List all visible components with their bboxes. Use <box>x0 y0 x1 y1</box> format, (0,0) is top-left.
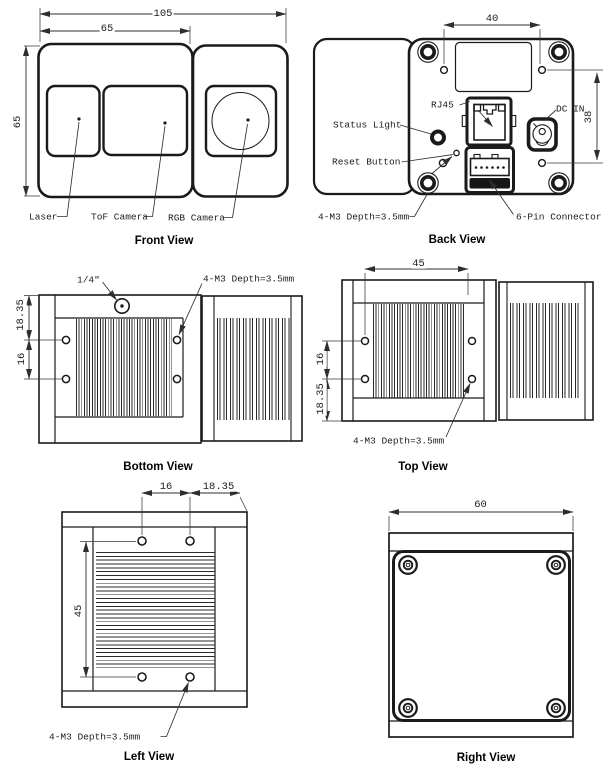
top-mount-label: 4-M3 Depth=3.5mm <box>353 435 445 447</box>
cover-screw <box>547 699 565 717</box>
bottom-view-title: Bottom View <box>123 461 193 473</box>
bottom-extension-lines <box>24 296 62 380</box>
cover-screw <box>547 556 565 574</box>
heatsink-fins-top <box>373 304 466 398</box>
m3-hole <box>138 537 146 545</box>
bottom-mount-leader <box>179 284 202 335</box>
front-dim-105: 105 <box>153 7 173 20</box>
left-view-title: Left View <box>123 751 175 763</box>
m3-hole <box>362 338 369 345</box>
bottom-dim-16: 16 <box>15 352 28 365</box>
right-view <box>389 512 573 737</box>
heatsink-slots-top <box>510 303 581 398</box>
m3-hole <box>138 673 146 681</box>
right-extension-lines <box>389 516 573 531</box>
m3-hole <box>469 376 476 383</box>
six-pin-label: 6-Pin Connector <box>516 211 602 223</box>
top-dim-16: 16 <box>314 352 327 365</box>
front-body-left <box>39 44 193 197</box>
m3-hole <box>62 375 69 382</box>
m3-hole <box>469 338 476 345</box>
right-cover-plate <box>394 552 570 721</box>
rgb-camera-label: RGB Camera <box>168 212 226 224</box>
left-dim-45: 45 <box>72 604 85 618</box>
laser-label: Laser <box>29 211 58 223</box>
right-dim-60: 60 <box>474 498 487 511</box>
cover-screw <box>399 699 417 717</box>
heatsink-slots-bottom <box>217 318 290 420</box>
rgb-point <box>246 118 249 121</box>
left-dim-1835: 18.35 <box>202 480 235 493</box>
dc-in-label: DC IN <box>556 102 585 114</box>
front-dim-65w: 65 <box>100 22 114 35</box>
status-light-label: Status Light <box>333 119 402 131</box>
m3-hole <box>173 375 180 382</box>
tripod-center <box>120 304 123 307</box>
heatsink-fins-bottom <box>76 319 172 416</box>
top-view-title: Top View <box>398 461 448 473</box>
heatsink-fins-left <box>96 552 215 668</box>
tripod-leader <box>103 282 117 300</box>
rj45-label: RJ45 <box>431 99 454 111</box>
cover-screw <box>399 556 417 574</box>
right-band-lines <box>389 551 573 721</box>
top-dim-45: 45 <box>412 257 425 270</box>
front-view <box>24 8 288 218</box>
tof-point <box>163 121 166 124</box>
back-side-module <box>314 39 415 194</box>
tripod-label: 1/4" <box>77 274 100 286</box>
top-dim-1835: 18.35 <box>314 383 327 415</box>
tof-camera-label: ToF Camera <box>91 211 149 223</box>
m3-hole <box>362 376 369 383</box>
back-dim-40: 40 <box>485 12 499 25</box>
back-mount-leader <box>410 195 428 217</box>
m3-hole <box>186 537 194 545</box>
bottom-dim-1835: 18.35 <box>14 299 27 331</box>
left-dim-16: 16 <box>159 480 173 493</box>
front-view-title: Front View <box>134 235 194 247</box>
bottom-mount-label: 4-M3 Depth=3.5mm <box>203 273 295 285</box>
left-mount-label: 4-M3 Depth=3.5mm <box>49 731 141 743</box>
right-view-title: Right View <box>456 752 516 764</box>
back-dim-38: 38 <box>582 110 595 124</box>
m3-hole <box>186 673 194 681</box>
reset-button-label: Reset Button <box>332 156 401 168</box>
front-dim-65h: 65 <box>11 115 24 129</box>
m3-hole <box>173 336 180 343</box>
back-mount-label: 4-M3 Depth=3.5mm <box>318 211 410 223</box>
m3-hole <box>62 336 69 343</box>
back-view-title: Back View <box>428 234 486 246</box>
laser-point <box>77 117 80 120</box>
